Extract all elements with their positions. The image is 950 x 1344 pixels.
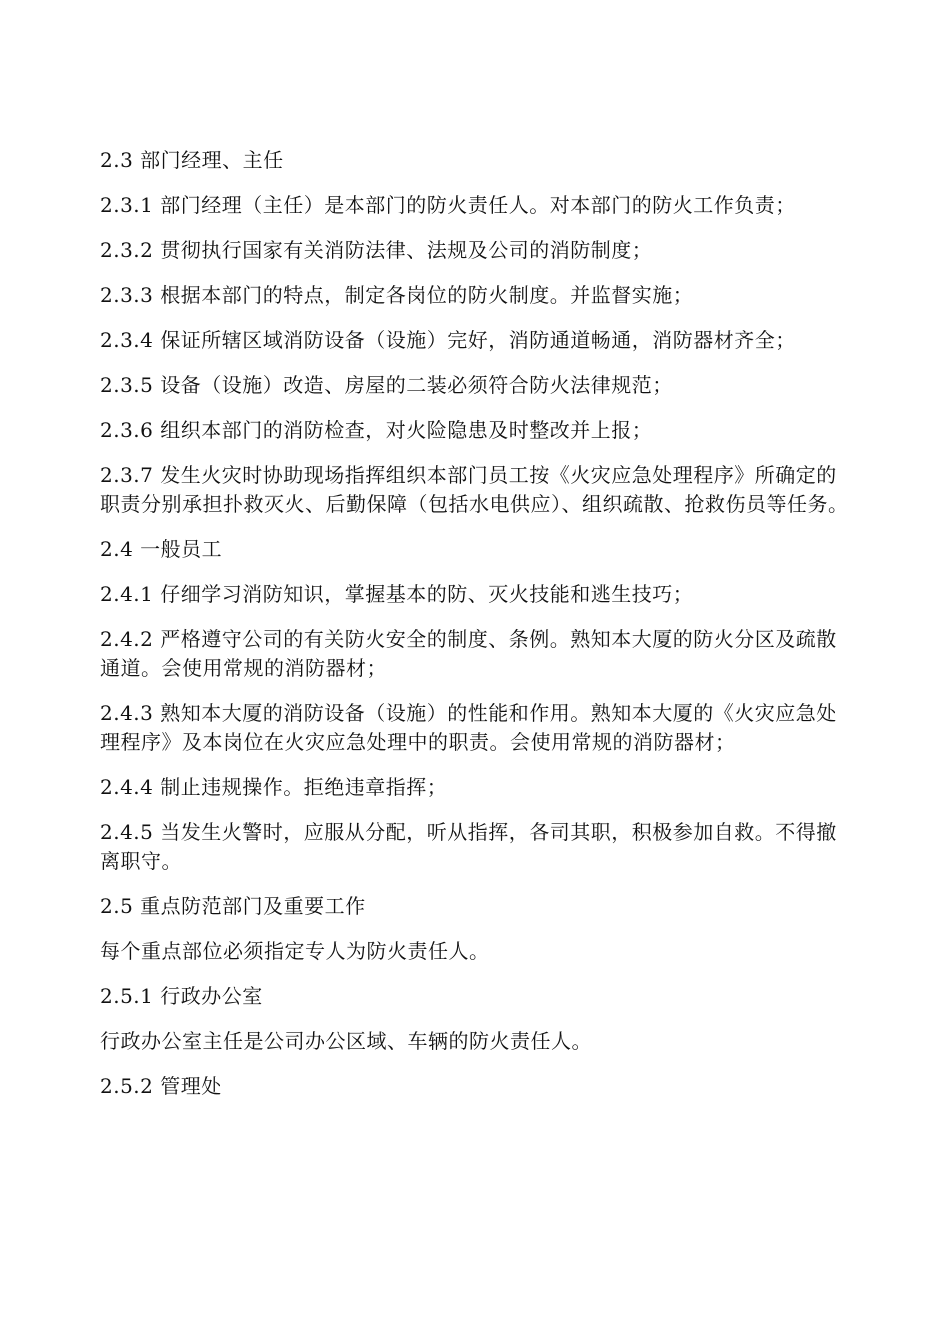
paragraph-2-5-intro: 每个重点部位必须指定专人为防火责任人。 [100, 939, 490, 963]
paragraph-2-4-5: 2.4.5 当发生火警时，应服从分配，听从指挥，各司其职，积极参加自救。不得撤离职守。 [100, 820, 837, 873]
subsection-heading-2-5-1: 2.5.1 行政办公室 [100, 984, 263, 1008]
document-body [100, 146, 852, 1117]
paragraph-2-3-7: 2.3.7 发生火灾时协助现场指挥组织本部门员工按《火灾应急处理程序》所确定的职责分别承担扑救灭火、后勤保障（包括水电供应）、组织疏散、抢救伤员等任务。 [100, 463, 849, 516]
paragraph-2-4-4: 2.4.4 制止违规操作。拒绝违章指挥； [100, 775, 448, 799]
subsection-heading-2-5-2: 2.5.2 管理处 [100, 1074, 222, 1098]
paragraph-2-3-5: 2.3.5 设备（设施）改造、房屋的二装必须符合防火法律规范； [100, 373, 673, 397]
paragraph-2-5-1-body: 行政办公室主任是公司办公区域、车辆的防火责任人。 [100, 1029, 592, 1053]
section-heading-2-5: 2.5 重点防范部门及重要工作 [100, 894, 366, 918]
paragraph-2-4-1: 2.4.1 仔细学习消防知识，掌握基本的防、灭火技能和逃生技巧； [100, 582, 694, 606]
paragraph-2-4-2: 2.4.2 严格遵守公司的有关防火安全的制度、条例。熟知本大厦的防火分区及疏散通道。会使用常规的消防器材； [100, 627, 837, 680]
paragraph-2-3-1: 2.3.1 部门经理（主任）是本部门的防火责任人。对本部门的防火工作负责； [100, 193, 796, 217]
paragraph-2-3-2: 2.3.2 贯彻执行国家有关消防法律、法规及公司的消防制度； [100, 238, 653, 262]
paragraph-2-4-3: 2.4.3 熟知本大厦的消防设备（设施）的性能和作用。熟知本大厦的《火灾应急处理程序》及本岗位在火灾应急处理中的职责。会使用常规的消防器材； [100, 701, 837, 754]
paragraph-2-3-4: 2.3.4 保证所辖区域消防设备（设施）完好，消防通道畅通，消防器材齐全； [100, 328, 796, 352]
paragraph-2-3-6: 2.3.6 组织本部门的消防检查，对火险隐患及时整改并上报； [100, 418, 653, 442]
section-heading-2-3: 2.3 部门经理、主任 [100, 148, 284, 172]
section-heading-2-4: 2.4 一般员工 [100, 537, 223, 561]
paragraph-2-3-3: 2.3.3 根据本部门的特点，制定各岗位的防火制度。并监督实施； [100, 283, 694, 307]
